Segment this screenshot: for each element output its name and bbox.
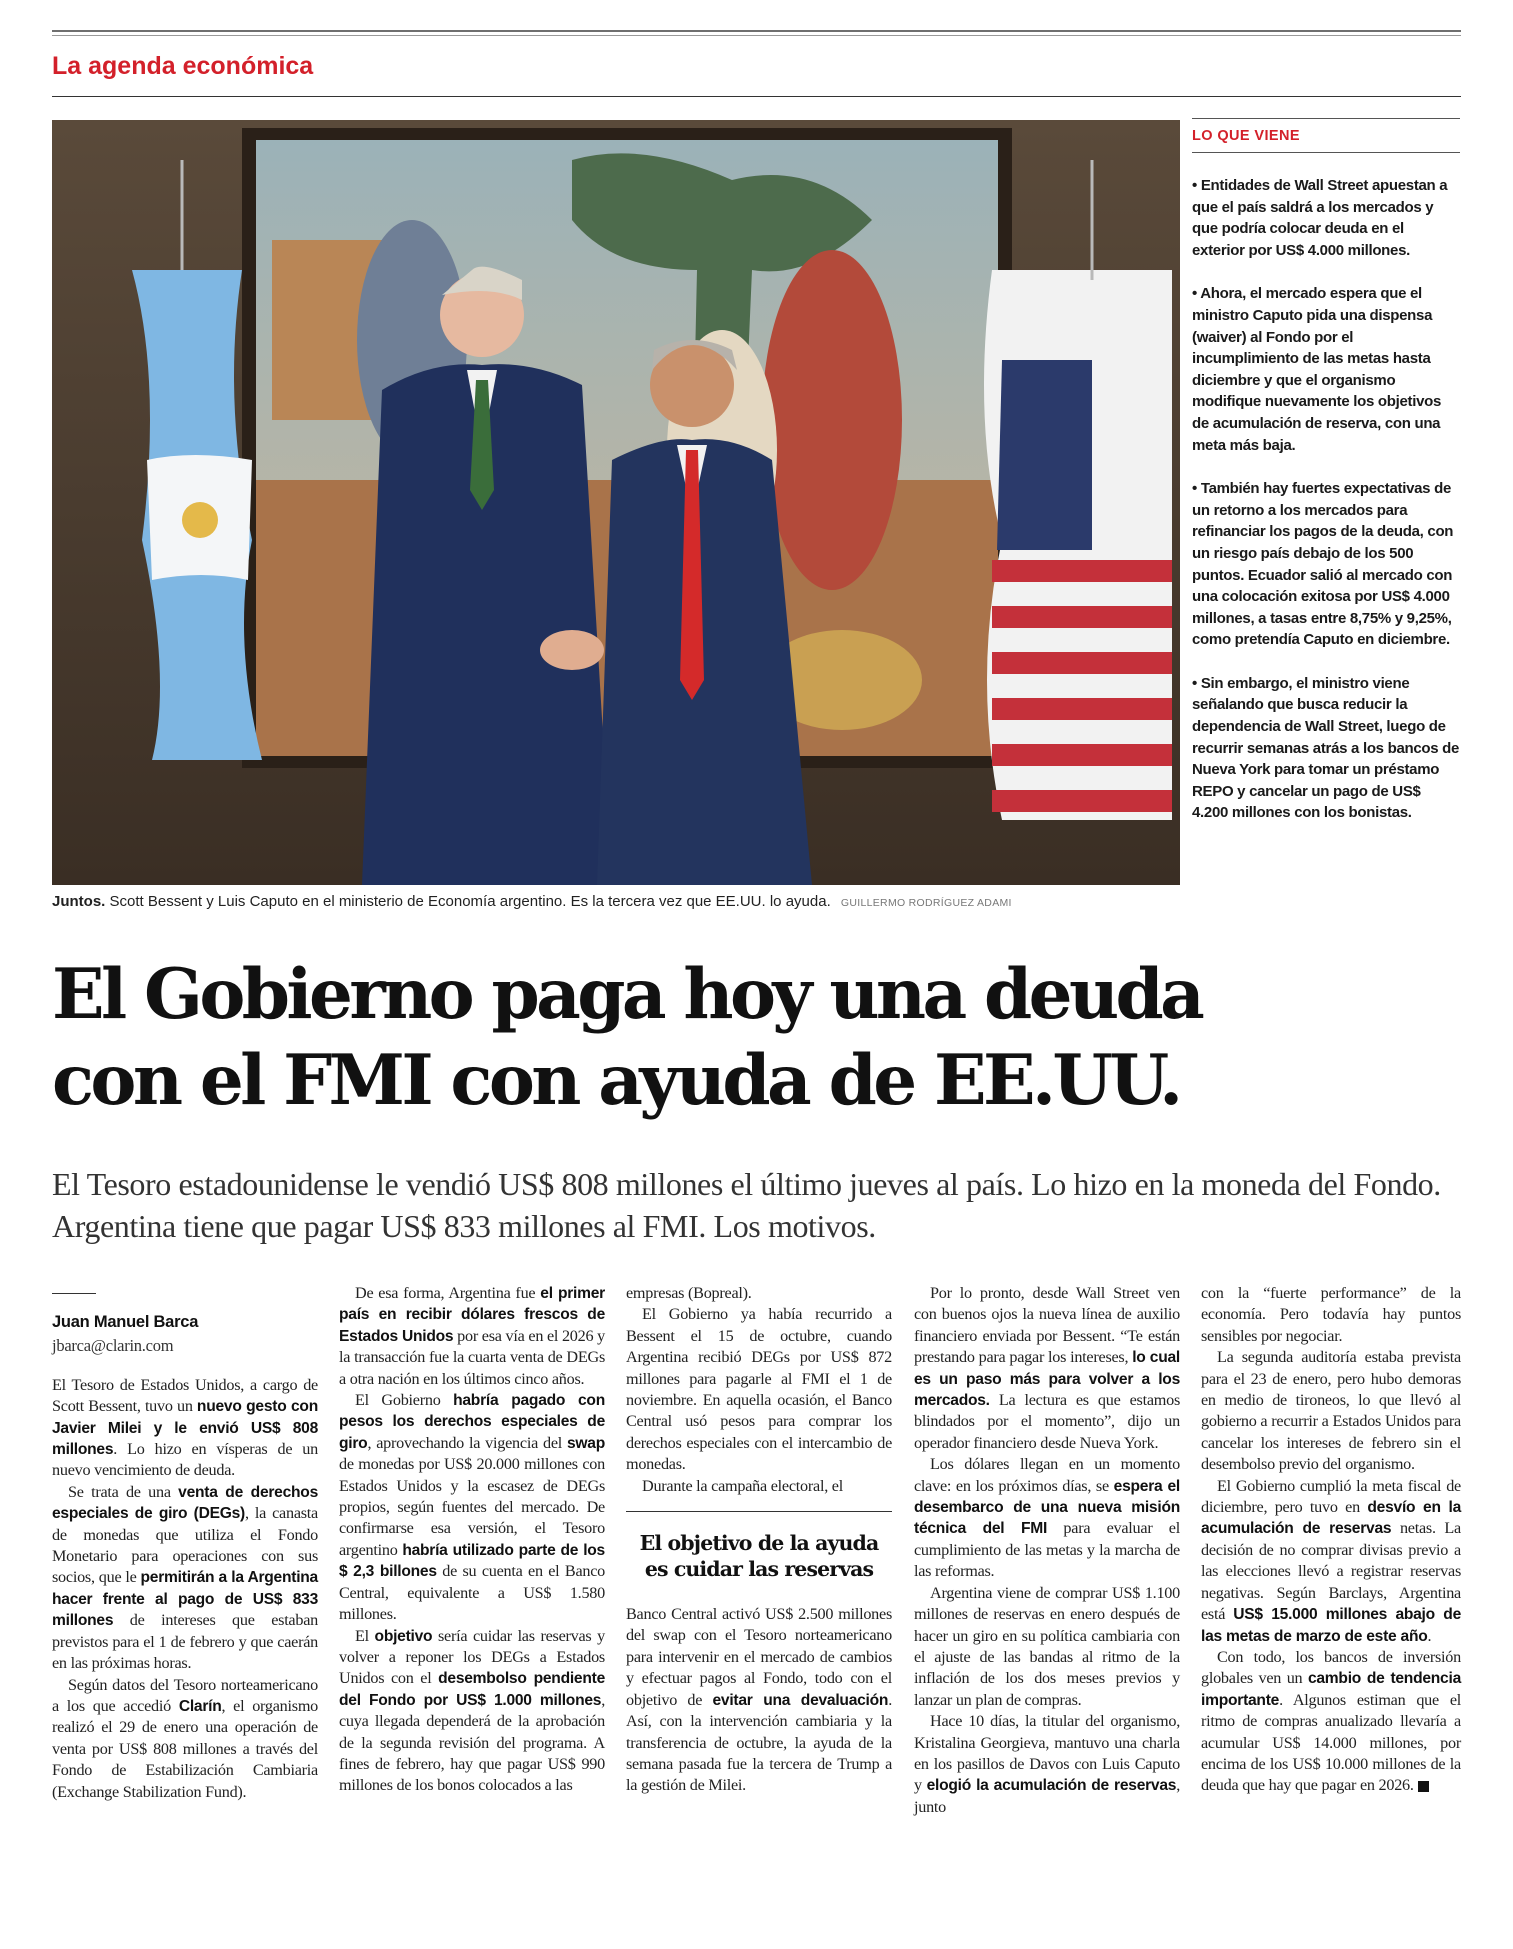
paragraph xyxy=(1201,1476,1461,1647)
text-run: de su cuenta en el Banco Central, equivalente a US$ 1.580 millones. xyxy=(339,1562,605,1624)
article-column-4 xyxy=(914,1283,1180,1818)
section-title: La agenda económica xyxy=(52,52,314,80)
text-run: , cuya llegada dependerá de la aprobación de la segunda revisión del programa. A fines de febrero, hay que pagar US$ 990 millones de los bonos colocados a las xyxy=(339,1690,605,1795)
paragraph xyxy=(1201,1647,1461,1797)
sidebar-rule xyxy=(1192,152,1460,153)
byline-rule xyxy=(52,1293,96,1294)
bold-run: US$ 15.000 millones abajo de las metas de marzo de este año xyxy=(1201,1606,1461,1645)
text-run: por esa vía en el 2026 y la transacción fue la cuarta venta de DEGs a otra nación en los últimos cinco años. xyxy=(339,1326,605,1388)
article-column-3 xyxy=(626,1283,892,1797)
bold-run: el primer país en recibir dólares frescos de Estados Unidos xyxy=(339,1285,606,1345)
paragraph xyxy=(339,1283,605,1390)
text-run: La lectura es que estamos blindados por el momento”, dijo un operador financiero desde Nueva York. xyxy=(914,1391,1180,1452)
bold-run: Clarín xyxy=(178,1697,222,1715)
text-run: , aprovechando la vigencia del xyxy=(367,1433,567,1452)
bold-run: elogió la acumulación de reservas xyxy=(926,1777,1177,1795)
text-run: Banco Central activó US$ 2.500 millones del swap con el Tesoro norteamericano para intervenir en el mercado de cambios y efectuar pagos al Fondo, todo con el objetivo de xyxy=(626,1605,892,1709)
text-run: Se trata de una xyxy=(68,1482,179,1501)
bold-run: habría utilizado parte de los $ 2,3 billones xyxy=(339,1541,605,1581)
end-mark-icon xyxy=(1418,1781,1429,1792)
text-run: Según datos del Tesoro norteamericano a los que accedió xyxy=(52,1675,318,1715)
bold-run: nuevo gesto con Javier Milei y le envió US$ 808 millones xyxy=(52,1398,318,1459)
text-run: de intereses que estaban previstos para el 1 de febrero y que caerán en las próximas horas. xyxy=(52,1611,318,1673)
bold-run: evitar una devaluación xyxy=(712,1691,889,1709)
sidebar-item: • Entidades de Wall Street apuestan a que el país saldrá a los mercados y que podría colocar deuda en el exterior por US$ 4.000 millones. xyxy=(1192,177,1448,259)
paragraph xyxy=(914,1711,1180,1818)
paragraph: El Gobierno ya había recurrido a Bessent el 15 de octubre, cuando Argentina recibió DEGs por US$ 872 millones para pagarle al FMI el 1 de noviembre. En aquella ocasión, el Banco Central usó pesos para comprar los derechos especiales con el intercambio de monedas. xyxy=(626,1305,892,1474)
text-run: El Gobierno cumplió la meta fiscal de diciembre, pero tuvo en xyxy=(1201,1476,1461,1517)
bold-run: cambio de tendencia importante xyxy=(1201,1670,1461,1709)
bold-run: desvío en la acumulación de reservas xyxy=(1201,1499,1461,1538)
text-run: Hace 10 días, la titular del organismo, Kristalina Georgieva, mantuvo una charla en los pasillos de Davos con Luis Caputo y xyxy=(914,1712,1180,1795)
paragraph xyxy=(914,1454,1180,1582)
bold-run: habría pagado con pesos los derechos especiales de giro xyxy=(339,1392,605,1452)
caption-lead: Juntos. xyxy=(52,893,106,910)
text-run: de monedas por US$ 20.000 millones con Estados Unidos y la escasez de DEGs propios, según fuentes del mercado. De confirmarse esa versión, el Tesoro argentino xyxy=(339,1455,605,1559)
paragraph: La segunda auditoría estaba prevista para el 23 de enero, pero hubo demoras en medio de tironeos, lo que llevó al gobierno a recurrir a Estados Unidos para cancelar los intereses de febrero sin el desembolso previo del organismo. xyxy=(1201,1348,1461,1474)
bold-run: lo cual es un paso más para volver a los mercados. xyxy=(914,1349,1180,1410)
paragraph: empresas (Bopreal). xyxy=(626,1284,752,1302)
sidebar-item: • También hay fuertes expectativas de un retorno a los mercados para refinanciar los pagos de la deuda, con un riesgo país debajo de los 500 puntos. Ecuador salió al mercado con una colocación exitosa por US$ 4.000 millones, a tasas entre 8,75% y 9,25%, como pretendía Caputo en diciembre. xyxy=(1192,480,1454,649)
text-run: Los dólares llegan en un momento clave: en los próximos días, se xyxy=(914,1455,1180,1495)
text-run: sería cuidar las reservas y volver a reponer los DEGs a Estados Unidos con el xyxy=(339,1626,605,1688)
text-run: . Lo hizo en vísperas de un nuevo vencimiento de deuda. xyxy=(52,1440,318,1480)
bold-run: objetivo xyxy=(374,1627,433,1645)
article-column-2 xyxy=(339,1283,605,1797)
bold-run: espera el desembarco de una nueva misión técnica del FMI xyxy=(914,1477,1180,1538)
text-run: Por lo pronto, desde Wall Street ven con buenos ojos la nueva línea de auxilio financiero enviada por Bessent. “Te están prestando para pagar los intereses, xyxy=(914,1284,1180,1367)
paragraph xyxy=(52,1375,318,1482)
sidebar-item: • Ahora, el mercado espera que el ministro Caputo pida una dispensa (waiver) al Fondo por el incumplimiento de las metas hasta diciembre y que el organismo modifique nuevamente los objetivos de acumulación de reserva, con una meta más baja. xyxy=(1192,285,1442,454)
sidebar-item: • Sin embargo, el ministro viene señalando que busca reducir la dependencia de Wall Street, luego de recurrir semanas atrás a los bancos de Nueva York para tomar un préstamo REPO y cancelar un pago de US$ 4.200 millones con los bonistas. xyxy=(1192,674,1460,822)
text-run: El Gobierno xyxy=(355,1391,454,1410)
section-rule xyxy=(52,96,1461,97)
article-column-5 xyxy=(1201,1283,1461,1797)
paragraph xyxy=(339,1390,605,1625)
paragraph xyxy=(339,1626,605,1797)
byline-author: Juan Manuel Barca xyxy=(52,1313,199,1331)
text-run: El Tesoro de Estados Unidos, a cargo de Scott Bessent, tuvo un xyxy=(52,1375,318,1416)
photo-caption xyxy=(52,893,1180,910)
caption-text: Scott Bessent y Luis Caputo en el ministerio de Economía argentino. Es la tercera vez que EE.UU. lo ayuda. xyxy=(109,893,831,910)
text-run: Con todo, los bancos de inversión globales ven un xyxy=(1201,1647,1461,1688)
text-run: para evaluar el cumplimiento de las metas y la marcha de las reformas. xyxy=(914,1519,1180,1581)
photo-illustration xyxy=(52,120,1180,885)
subhead: El objetivo de la ayuda es cuidar las reservas xyxy=(626,1511,892,1588)
text-run: . Así, con la intervención cambiaria y la transferencia de octubre, la ayuda de la semana pasada fue la tercera de Trump a la gestión de Milei. xyxy=(626,1690,892,1795)
deck: El Tesoro estadounidense le vendió US$ 808 millones el último jueves al país. Lo hizo en la moneda del Fondo. Argentina tiene que pagar US$ 833 millones al FMI. Los motivos. xyxy=(52,1166,1441,1244)
bold-run: permitirán a la Argentina hacer frente al pago de US$ 833 millones xyxy=(52,1569,318,1630)
text-run: . Algunos estiman que el ritmo de compras anualizado llevaría a acumular US$ 14.000 millones, por encima de los US$ 10.000 millones de la deuda que hay que pagar en 2026. xyxy=(1201,1690,1461,1795)
headline xyxy=(52,952,1472,1124)
bold-run: venta de derechos especiales de giro (DEGs) xyxy=(52,1483,319,1523)
text-run: , la canasta de monedas que utiliza el Fondo Monetario para operaciones con sus socios, que le xyxy=(52,1504,318,1587)
sidebar-title: LO QUE VIENE xyxy=(1192,128,1300,144)
paragraph xyxy=(52,1675,318,1803)
paragraph xyxy=(914,1283,1180,1454)
bold-run: swap xyxy=(567,1434,605,1452)
text-run: De esa forma, Argentina fue xyxy=(355,1284,541,1302)
top-rule xyxy=(52,30,1461,32)
headline-line-2: con el FMI con ayuda de EE.UU. xyxy=(52,1040,1180,1121)
paragraph: Durante la campaña electoral, el xyxy=(642,1476,843,1495)
text-run: . xyxy=(1427,1626,1432,1645)
paragraph xyxy=(52,1482,318,1675)
news-photo xyxy=(52,120,1180,885)
sidebar-lo-que-viene xyxy=(1192,118,1460,846)
paragraph xyxy=(626,1604,892,1797)
headline-line-1: El Gobierno paga hoy una deuda xyxy=(52,954,1202,1035)
article-column-1 xyxy=(52,1283,318,1803)
paragraph: Argentina viene de comprar US$ 1.100 millones de reservas en enero después de hacer un giro en su política cambiaria con el ajuste de las bandas al ritmo de la inflación de los dos meses previos y lanzar un plan de compras. xyxy=(914,1583,1180,1709)
byline-email: jbarca@clarin.com xyxy=(52,1336,174,1356)
text-run: , el organismo realizó el 29 de enero una operación de venta por US$ 808 millones a través del Fondo de Estabilización Cambiaria (Exchange Stabilization Fund). xyxy=(52,1696,319,1801)
paragraph: con la “fuerte performance” de la economía. Pero todavía hay puntos sensibles por negociar. xyxy=(1201,1284,1461,1345)
text-run: El xyxy=(355,1626,375,1645)
photo-credit: GUILLERMO RODRÍGUEZ ADAMI xyxy=(840,897,1012,909)
text-run: netas. La decisión de no comprar divisas previo a las elecciones llevó a registrar reservas negativas. Según Barclays, Argentina está xyxy=(1201,1519,1461,1624)
text-run: , junto xyxy=(914,1776,1180,1816)
bold-run: desembolso pendiente del Fondo por US$ 1.000 millones xyxy=(339,1670,605,1709)
top-rule-thin xyxy=(52,35,1461,36)
